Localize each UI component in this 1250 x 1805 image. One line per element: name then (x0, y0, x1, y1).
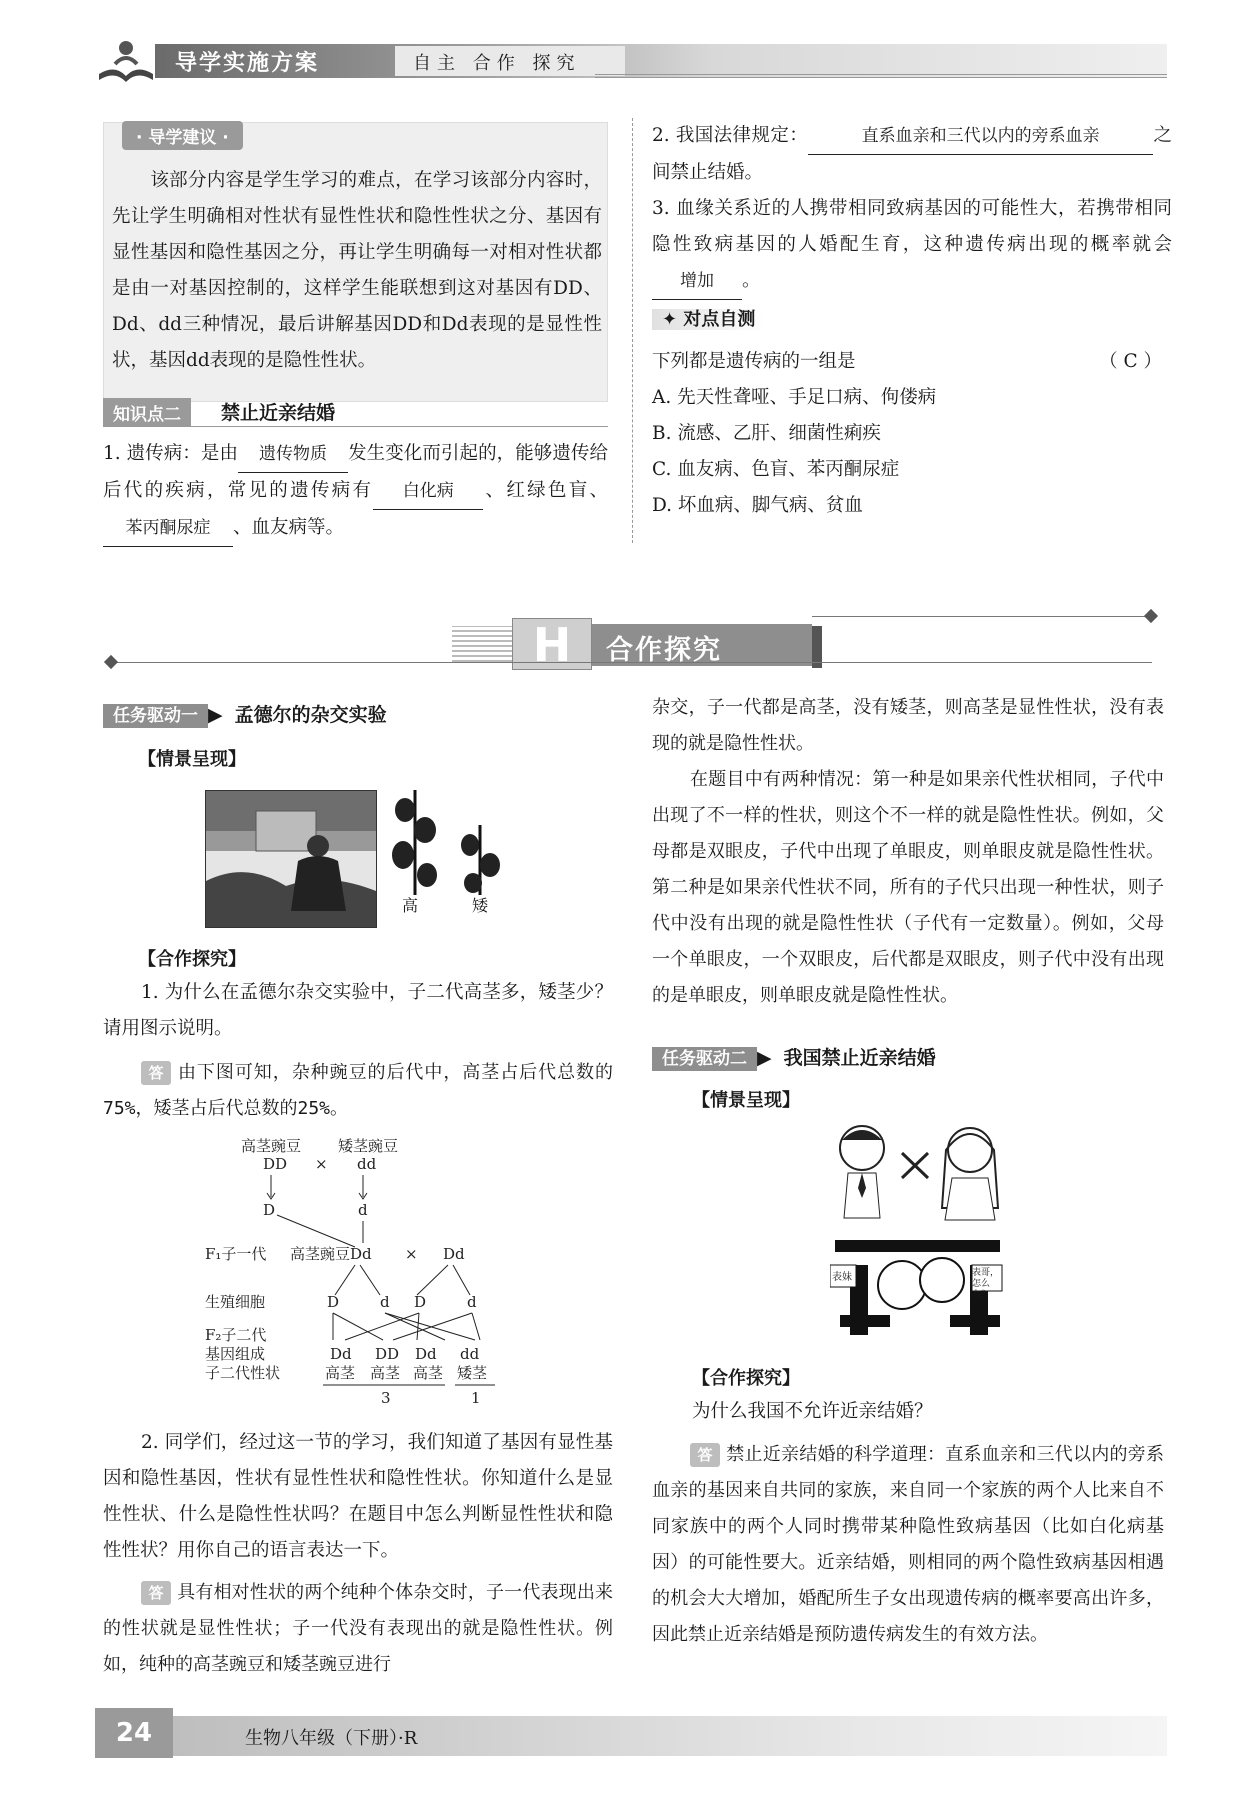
couple-cartoon-illustration (830, 1118, 1005, 1223)
parent-gamete-d: d (358, 1201, 368, 1219)
f1-other: Dd (443, 1245, 465, 1263)
header-subtitle: 自主 合作 探究 (395, 46, 625, 76)
book-reader-logo-icon (95, 34, 157, 86)
parent-short-label: 矮茎豌豆 (338, 1137, 399, 1155)
pea-tall-label: 高 (402, 896, 419, 915)
blank-increase: 增加 (652, 263, 742, 300)
f2-trait-3: 高茎 (413, 1364, 444, 1382)
genetic-cross-diagram (195, 1135, 525, 1425)
task1-answer-1: 答 由下图可知，杂种豌豆的后代中，高茎占后代总数的75%，矮茎占后代总数的25%。 (103, 1062, 613, 1119)
self-test-question: 下列都是遗传病的一组是 （ C ） (652, 344, 1172, 380)
task1-scene-label: 【情景呈现】 (138, 749, 246, 770)
task1-question-1: 1. 为什么在孟德尔杂交实验中，子二代高茎多，矮茎少？请用图示说明。 (103, 982, 613, 1039)
page-footer (95, 1708, 1167, 1763)
page-header (95, 38, 1167, 90)
blank-pku: 苯丙酮尿症 (103, 510, 233, 547)
answer-icon: 答 (141, 1581, 171, 1605)
task2-scene-label: 【情景呈现】 (692, 1090, 800, 1111)
gamete-3: D (414, 1293, 427, 1311)
section-banner (112, 612, 1152, 670)
pea-plants-illustration (385, 785, 525, 905)
kp2-question-2: 2. 我国法律规定： 直系血亲和三代以内的旁系血亲 之间禁止结婚。 (652, 118, 1172, 191)
task2-title: 我国禁止近亲结婚 (783, 1047, 936, 1069)
f2-genotype-1: Dd (330, 1345, 352, 1363)
task2-coop-label: 【合作探究】 (692, 1368, 800, 1389)
genotype-row-label: 基因组成 (205, 1345, 266, 1363)
answer-icon: 答 (141, 1061, 171, 1085)
task1-answer-2-left: 答 具有相对性状的两个纯种个体杂交时，子一代表现出来的性状就是显性性状；子一代没有表现出的就是隐性性状。例如，纯种的高茎豌豆和矮茎豌豆进行 (103, 1582, 613, 1675)
task2-tag: 任务驱动二 (652, 1047, 757, 1071)
task2-answer: 答 禁止近亲结婚的科学道理：直系血亲和三代以内的旁系血亲的基因来自共同的家族，来自同一个家族的两个人比来自不同家族中的两个人同时携带某种隐性致病基因（比如白化病基因）的可能性要大。近亲结婚，则相同的两个隐性致病基因相遇的机会大大增加，婚配所生子女出现遗传病的概率要高出许多，因此禁止近亲结婚是预防遗传病发生的有效方法。 (652, 1444, 1164, 1645)
column-divider (632, 118, 633, 543)
f2-genotype-2: DD (375, 1345, 400, 1363)
pea-short-label: 矮 (472, 896, 489, 915)
f2-label: F₂子二代 (205, 1326, 267, 1344)
header-title: 导学实施方案 (175, 51, 320, 76)
mendel-garden-illustration (206, 791, 376, 927)
knowledge-point-bar (103, 398, 608, 426)
germ-cell-label: 生殖细胞 (205, 1293, 266, 1311)
ratio-tall: 3 (381, 1389, 391, 1407)
knowledge-point-tag: 知识点二 (103, 398, 191, 427)
answer-icon: 答 (690, 1443, 720, 1467)
parent-cross-sign: × (315, 1155, 328, 1173)
f2-genotype-3: Dd (415, 1345, 437, 1363)
task1-answer-2-right-2: 在题目中有两种情况：第一种是如果亲代性状相同，子代中出现了不一样的性状，则这个不一样的就是隐性性状。例如，父母都是双眼皮，子代中出现了单眼皮，则单眼皮就是隐性性状。第二种是如果亲代性状不同，所有的子代只出现一种性状，则子代中没有出现的就是隐性性状（子代有一定数量）。例如，父母一个单眼皮，一个双眼皮，后代都是双眼皮，则子代中没有出现的是单眼皮，则单眼皮就是隐性性状。 (652, 769, 1164, 1006)
guide-text: 该部分内容是学生学习的难点，在学习该部分内容时，先让学生明确相对性状有显性性状和隐性性状之分、基因有显性基因和隐性基因之分，再让学生明确每一对相对性状都是由一对基因控制的，这样学生能联想到这对基因有DD、Dd、dd三种情况，最后讲解基因DD和Dd表现的是显性性状，基因dd表现的是隐性性状。 (112, 170, 602, 371)
trait-row-label: 子二代性状 (205, 1364, 281, 1382)
self-test-title: ✦ 对点自测 (652, 309, 765, 330)
book-title: 生物八年级（下册）·R (245, 1728, 418, 1749)
task2-heading: 任务驱动二 ▶ 我国禁止近亲结婚 (652, 1043, 936, 1070)
task1-answer-2-right-1: 杂交，子一代都是高茎，没有矮茎，则高茎是显性性状，没有表现的就是隐性性状。 (652, 697, 1164, 754)
cartoon-label-question: 表哥，怎么办？ (972, 1268, 1000, 1300)
task1-tag: 任务驱动一 (103, 704, 208, 728)
f2-trait-2: 高茎 (370, 1364, 401, 1382)
guide-suggestion-box (103, 122, 608, 402)
f1-cross-sign: × (405, 1245, 418, 1263)
option-a: A. 先天性聋哑、手足口病、佝偻病 (652, 387, 937, 408)
task1-heading: 任务驱动一 ▶ 孟德尔的杂交实验 (103, 700, 387, 727)
gamete-2: d (380, 1293, 390, 1311)
page-number: 24 (95, 1708, 173, 1758)
task1-question-2: 2. 同学们，经过这一节的学习，我们知道了基因有显性基因和隐性基因，性状有显性性状和隐性性状。你知道什么是显性性状、什么是隐性性状吗？在题目中怎么判断显性性状和隐性性状？用你自己的语言表达一下。 (103, 1432, 613, 1561)
parent-tall-label: 高茎豌豆 (241, 1137, 302, 1155)
gamete-4: d (467, 1293, 477, 1311)
f2-trait-1: 高茎 (325, 1364, 356, 1382)
parent-genotype-dd: dd (357, 1155, 377, 1173)
blank-genetic-material: 遗传物质 (238, 436, 348, 473)
task1-coop-label: 【合作探究】 (138, 949, 246, 970)
mendel-photo (205, 790, 377, 928)
f1-plant: 高茎豌豆Dd (290, 1245, 372, 1263)
gamete-1: D (327, 1293, 340, 1311)
blank-albinism: 白化病 (373, 473, 483, 510)
section-title: 合作探究 (592, 624, 812, 666)
option-c: C. 血友病、色盲、苯丙酮尿症 (652, 459, 900, 480)
f2-genotype-4: dd (460, 1345, 480, 1363)
cartoon-label-cousin: 表妹 (832, 1272, 852, 1283)
f1-label: F₁子一代 (205, 1245, 267, 1263)
option-d: D. 坏血病、脚气病、贫血 (652, 495, 863, 516)
task2-question: 为什么我国不允许近亲结婚？ (692, 1401, 933, 1422)
parent-gamete-D: D (263, 1201, 276, 1219)
f2-trait-4: 矮茎 (457, 1364, 488, 1382)
ratio-short: 1 (471, 1389, 481, 1407)
kp2-question-1: 1. 遗传病：是由 遗传物质 发生变化而引起的，能够遗传给后代的疾病，常见的遗传病有 白化病 、红绿色盲、苯丙酮尿症 、血友病等。 (103, 436, 608, 547)
self-test-answer: （ C ） (1099, 351, 1162, 372)
kp2-right-column (652, 118, 1172, 524)
knowledge-point-title: 禁止近亲结婚 (221, 402, 336, 424)
kp2-question-3: 3. 血缘关系近的人携带相同致病基因的可能性大，若携带相同隐性致病基因的人婚配生育，这种遗传病出现的概率就会增加 。 (652, 191, 1172, 300)
section-letter: H (512, 618, 592, 670)
task1-title: 孟德尔的杂交实验 (234, 704, 387, 726)
parent-genotype-DD: DD (263, 1155, 288, 1173)
option-b: B. 流感、乙肝、细菌性痢疾 (652, 423, 881, 444)
blank-law: 直系血亲和三代以内的旁系血亲 (808, 118, 1153, 155)
guide-tag: · 导学建议 · (122, 121, 243, 150)
